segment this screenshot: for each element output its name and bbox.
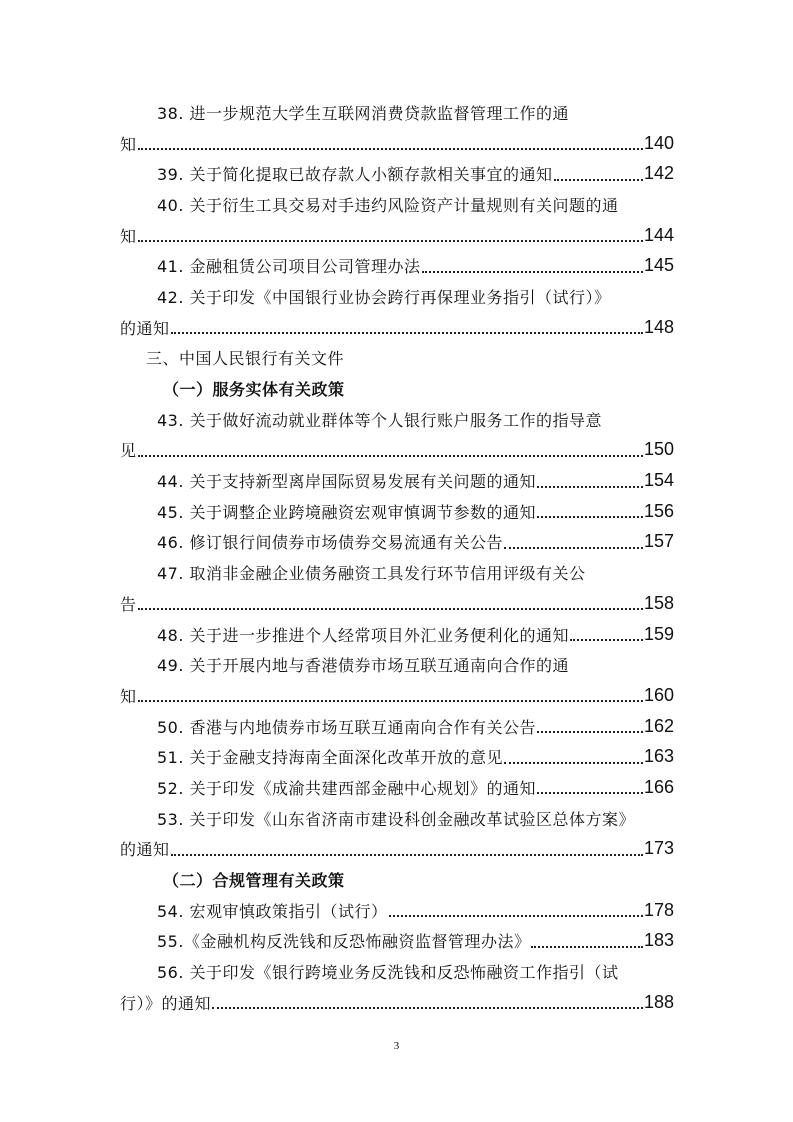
subsection-heading-1[interactable]: （一）服务实体有关政策 — [163, 380, 345, 400]
dot-leader — [138, 220, 643, 250]
page-ref: 173 — [643, 838, 674, 859]
dot-leader — [212, 987, 643, 1017]
dot-leader — [504, 527, 643, 557]
toc-entry-42-line1[interactable]: 42. 关于印发《中国银行业协会跨行再保理业务指引（试行）》 — [157, 287, 611, 307]
dot-leader — [171, 312, 643, 342]
toc-entry-50[interactable]: 50. 香港与内地债券市场互联互通南向合作有关公告 162 — [120, 711, 674, 742]
dot-leader — [537, 496, 643, 526]
dot-leader — [389, 895, 643, 925]
toc-entry-51[interactable]: 51. 关于金融支持海南全面深化改革开放的意见 163 — [120, 741, 674, 772]
toc-entry-38-line1[interactable]: 38. 进一步规范大学生互联网消费贷款监督管理工作的通 — [157, 103, 570, 123]
page-ref: 144 — [643, 224, 674, 245]
page-number: 3 — [393, 1040, 400, 1052]
page-ref: 178 — [643, 899, 674, 920]
toc-entry-49-line2[interactable]: 知 160 — [120, 680, 674, 711]
toc-entry-41[interactable]: 41. 金融租赁公司项目公司管理办法 145 — [120, 250, 674, 281]
dot-leader — [570, 619, 643, 649]
dot-leader — [537, 466, 643, 496]
toc-entry-38-line2[interactable]: 知 140 — [120, 128, 674, 159]
page-ref: 158 — [643, 592, 674, 613]
dot-leader — [171, 834, 643, 864]
dot-leader — [531, 926, 643, 956]
toc-entry-46[interactable]: 46. 修订银行间债券市场债券交易流通有关公告 157 — [120, 527, 674, 558]
toc-entry-39[interactable]: 39. 关于简化提取已故存款人小额存款相关事宜的通知 142 — [120, 158, 674, 189]
toc-entry-52[interactable]: 52. 关于印发《成渝共建西部金融中心规划》的通知 166 — [120, 772, 674, 803]
section-heading-3[interactable]: 三、中国人民银行有关文件 — [146, 349, 345, 369]
page-ref: 148 — [643, 316, 674, 337]
toc-entry-53-line2[interactable]: 的通知 173 — [120, 834, 674, 865]
toc-entry-54[interactable]: 54. 宏观审慎政策指引（试行） 178 — [120, 895, 674, 926]
dot-leader — [138, 588, 643, 618]
dot-leader — [504, 742, 643, 772]
page-ref: 154 — [643, 470, 674, 491]
subsection-heading-2[interactable]: （二）合规管理有关政策 — [163, 871, 345, 891]
dot-leader — [537, 711, 643, 741]
page-ref: 140 — [643, 132, 674, 153]
page-ref: 157 — [643, 531, 674, 552]
page-ref: 159 — [643, 623, 674, 644]
page-ref: 166 — [643, 776, 674, 797]
page-ref: 160 — [643, 684, 674, 705]
toc-entry-42-line2[interactable]: 的通知 148 — [120, 312, 674, 343]
toc-entry-43-line1[interactable]: 43. 关于做好流动就业群体等个人银行账户服务工作的指导意 — [157, 410, 603, 430]
toc-entry-40-line2[interactable]: 知 144 — [120, 220, 674, 251]
dot-leader — [138, 128, 643, 158]
toc-entry-55[interactable]: 55.《金融机构反洗钱和反恐怖融资监督管理办法》 183 — [120, 926, 674, 957]
dot-leader — [138, 435, 643, 465]
dot-leader — [422, 251, 643, 281]
toc-entry-40-line1[interactable]: 40. 关于衍生工具交易对手违约风险资产计量规则有关问题的通 — [157, 195, 619, 215]
toc-entry-45[interactable]: 45. 关于调整企业跨境融资宏观审慎调节参数的通知 156 — [120, 496, 674, 527]
page-ref: 162 — [643, 715, 674, 736]
dot-leader — [138, 680, 643, 710]
page-ref: 156 — [643, 500, 674, 521]
toc-entry-49-line1[interactable]: 49. 关于开展内地与香港债券市场互联互通南向合作的通 — [157, 656, 570, 676]
page-ref: 163 — [643, 746, 674, 767]
page-ref: 142 — [643, 163, 674, 184]
table-of-contents — [120, 97, 674, 1018]
dot-leader — [554, 159, 643, 189]
page-ref: 150 — [643, 439, 674, 460]
page-ref: 188 — [643, 991, 674, 1012]
toc-entry-56-line1[interactable]: 56. 关于印发《银行跨境业务反洗钱和反恐怖融资工作指引（试 — [157, 963, 619, 983]
dot-leader — [537, 772, 643, 802]
toc-entry-47-line2[interactable]: 告 158 — [120, 588, 674, 619]
toc-entry-48[interactable]: 48. 关于进一步推进个人经常项目外汇业务便利化的通知 159 — [120, 619, 674, 650]
page-ref: 145 — [643, 255, 674, 276]
page-ref: 183 — [643, 930, 674, 951]
toc-entry-47-line1[interactable]: 47. 取消非金融企业债务融资工具发行环节信用评级有关公 — [157, 564, 586, 584]
toc-entry-43-line2[interactable]: 见 150 — [120, 435, 674, 466]
toc-entry-44[interactable]: 44. 关于支持新型离岸国际贸易发展有关问题的通知 154 — [120, 465, 674, 496]
toc-entry-56-line2[interactable]: 行）》的通知 188 — [120, 987, 674, 1018]
toc-entry-53-line1[interactable]: 53. 关于印发《山东省济南市建设科创金融改革试验区总体方案》 — [157, 809, 636, 829]
